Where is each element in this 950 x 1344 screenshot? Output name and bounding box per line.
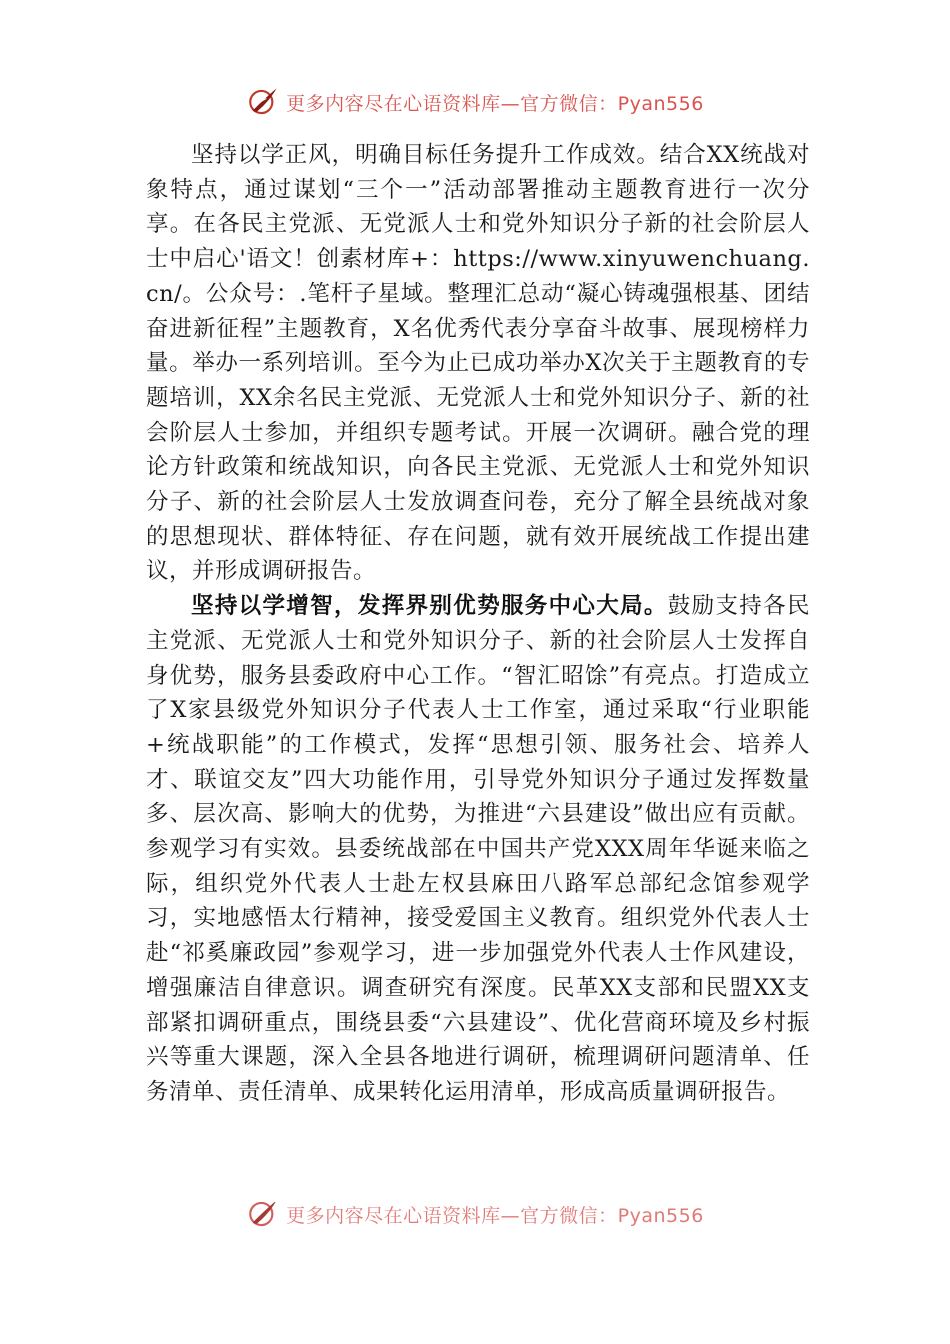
paragraph-1 xyxy=(146,138,810,589)
watermark-text: 更多内容尽在心语资料库—官方微信：Pyan556 xyxy=(286,1204,704,1227)
paragraph-2-text: 鼓励支持各民主党派、无党派人士和党外知识分子、新的社会阶层人士发挥自身优势，服务县委政府中心工作。“智汇昭馀”有亮点。打造成立了X家县级党外知识分子代表人士工作室，通过采取“行业职能+统战职能”的工作模式，发挥“思想引领、服务社会、培养人才、联谊交友”四大功能作用，引导党外知识分子通过发挥数量多、层次高、影响大的优势，为推进“六县建设”做出应有贡献。参观学习有实效。县委统战部在中国共产党XXX周年华诞来临之际，组织党外代表人士赴左权县麻田八路军总部纪念馆参观学习，实地感悟太行精神，接受爱国主义教育。组织党外代表人士赴“祁奚廉政园”参观学习，进一步加强党外代表人士作风建设，增强廉洁自律意识。调查研究有深度。民革XX支部和民盟XX支部紧扣调研重点，围绕县委“六县建设”、优化营商环境及乡村振兴等重大课题，深入全县各地进行调研，梳理调研问题清单、任务清单、责任清单、成果转化运用清单，形成高质量调研报告。 xyxy=(146,593,810,1105)
quill-logo-icon xyxy=(246,85,280,119)
quill-logo-icon xyxy=(246,1202,280,1231)
watermark-header xyxy=(0,82,950,122)
document-body xyxy=(146,138,810,1110)
paragraph-2-heading: 坚持以学增智，发挥界别优势服务中心大局。 xyxy=(191,593,668,620)
watermark-footer xyxy=(0,1202,950,1240)
paragraph-2 xyxy=(146,589,810,1110)
watermark-text: 更多内容尽在心语资料库—官方微信：Pyan556 xyxy=(286,92,704,115)
paragraph-1-text: 坚持以学正风，明确目标任务提升工作成效。结合XX统战对象特点，通过谋划“三个一”活动部署推动主题教育进行一次分享。在各民主党派、无党派人士和党外知识分子新的社会阶层人士中启心'语文！创素材库+：https://www.xinyuwenchuang.cn/。公众号：.笔杆子星域。整理汇总动“凝心铸魂强根基、团结奋进新征程”主题教育，X名优秀代表分享奋斗故事、展现榜样力量。举办一系列培训。至今为止已成功举办X次关于主题教育的专题培训，XX余名民主党派、无党派人士和党外知识分子、新的社会阶层人士参加，并组织专题考试。开展一次调研。融合党的理论方针政策和统战知识，向各民主党派、无党派人士和党外知识分子、新的社会阶层人士发放调查问卷，充分了解全县统战对象的思想现状、群体特征、存在问题，就有效开展统战工作提出建议，并形成调研报告。 xyxy=(146,142,810,585)
